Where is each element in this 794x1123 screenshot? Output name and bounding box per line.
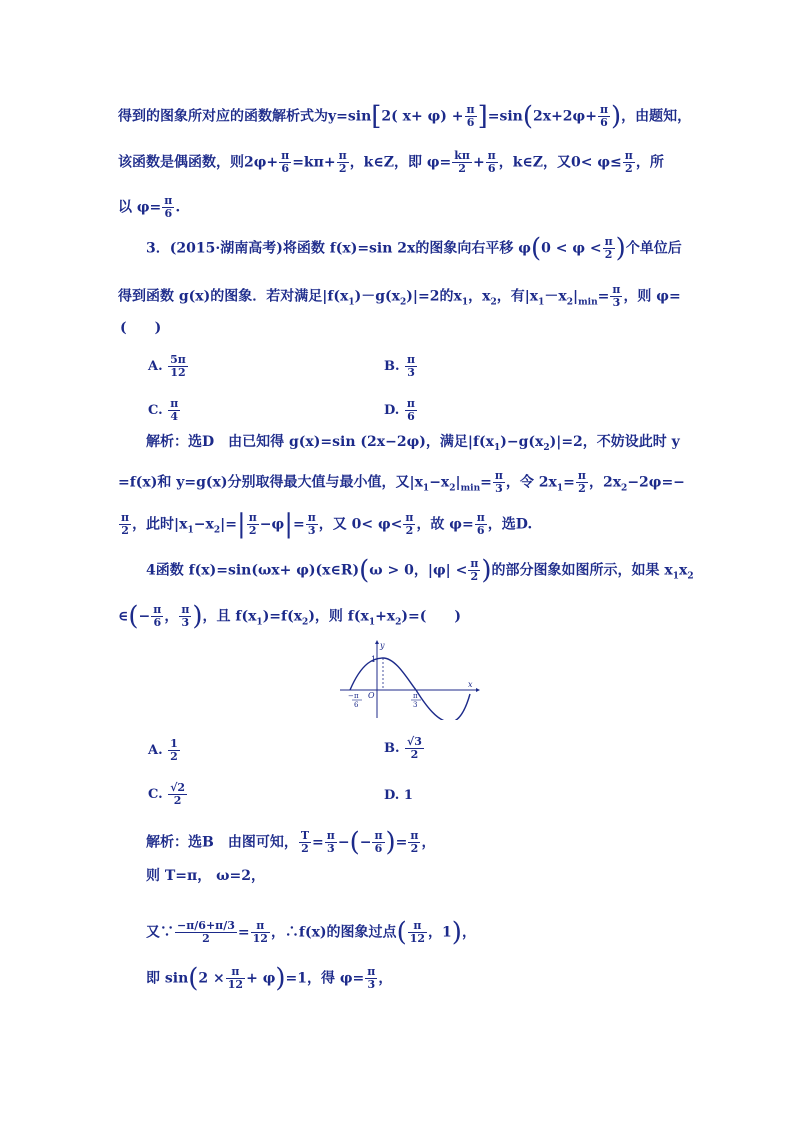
text: = [312,834,324,851]
fraction [576,470,588,495]
paren: ( [128,601,139,632]
origin-label: O [368,691,375,700]
denominator: 12 [409,932,426,945]
question-4-line-1: 4函数 f(x)=sin(ωx+ φ)(x∈R)(ω > 0，|φ| < $\frac{\pi}{2}$ )的部分图象如图所示，如果 $x_1x_2$ [146,555,694,586]
denominator: 2 [410,842,419,855]
option-label: A. [148,359,163,374]
text: + [472,154,485,171]
denominator: 4 [170,410,179,423]
numerator: π [374,829,383,842]
text: 得到函数 g(x)的图象．若对满足|f(x [118,288,349,305]
fraction [365,966,377,991]
text: − [337,834,350,851]
y-label: y [380,641,385,650]
paren: ) [615,233,626,264]
denominator: 2 [121,524,129,537]
fraction [405,354,417,379]
numerator: π [338,149,347,162]
option-label: C. [148,787,163,802]
text: =kπ+ [292,154,336,171]
q4-option-b[interactable] [384,736,425,761]
fraction [405,398,417,423]
text: ，此时|x [132,516,188,533]
text: ，且 f(x [202,608,257,625]
text: )，则 f(x [308,608,369,625]
text: 3．(2015·湖南高考)将函数 f(x)=sin 2x的图象向右平移 φ [146,240,531,257]
text: 即 sin [146,970,189,987]
option-a[interactable] [148,354,189,379]
denominator: 2 [248,524,257,537]
bracket: ] [477,101,488,132]
text: 得到的图象所对应的函数解析式为y=sin [118,108,372,125]
fraction [325,830,337,855]
fraction [372,830,384,855]
fraction [598,104,610,129]
fraction [175,920,237,945]
text: − [359,834,372,851]
numerator: 1 [170,737,178,750]
denominator: 12 [252,932,268,945]
fraction [251,920,270,945]
text: 2( x+ φ) + [381,108,464,125]
numerator: π [367,965,376,978]
numerator: π [164,194,173,207]
numerator: π [470,557,479,570]
denominator: 6 [153,616,162,629]
abs-bar: | [284,509,293,540]
one-label: 1 [371,655,377,664]
denominator: 2 [173,794,182,807]
numerator: kπ [454,149,470,162]
denominator: 3 [612,296,621,309]
text: + φ [246,970,276,987]
text: ，x [468,288,491,305]
denominator: 6 [600,116,608,129]
text: | [455,474,461,491]
paren: ( [522,101,533,132]
text: −2φ=− [627,474,685,491]
text: ， [378,970,393,987]
text: ，k∈Z，即 φ= [349,154,452,171]
text: x [679,562,688,579]
text: 又∵ [146,924,174,941]
text: ω > 0，|φ| < [369,562,468,579]
paren: ) [192,601,203,632]
sine-graph [340,640,480,720]
text: )－g(x [354,288,400,305]
numerator: 5π [170,353,186,366]
fraction [452,150,472,175]
text: ，所 [635,154,664,171]
text: ，选D. [487,516,533,533]
text: 2 × [198,970,225,987]
fraction [247,512,259,537]
numerator: π [121,511,130,524]
text: =f(x)和 y=g(x)分别取得最大值与最小值，又|x [118,474,423,491]
numerator: π [476,511,485,524]
q4-option-c[interactable] [148,782,188,807]
paren: ( [359,555,370,586]
text: ，有|x [496,288,539,305]
text: 则 T=π， ω=2， [146,868,265,884]
paren: ) [451,917,462,948]
text: ， [164,608,179,625]
tick-right-denominator: 3 [413,701,418,709]
denominator: 2 [170,750,178,763]
solution-line-2 [118,150,664,175]
denominator: 2 [410,748,419,761]
option-d[interactable] [384,398,418,423]
solution-4-line-4 [146,963,393,994]
tick-left-sign: − [348,692,354,700]
answer-bracket [120,318,161,338]
fraction [610,284,622,309]
numerator: −π/6+π/3 [177,919,235,932]
text: ，∴f(x)的图象过点 [270,924,397,941]
option-label: D. [384,403,400,418]
fraction [119,512,131,537]
denominator: 2 [405,524,414,537]
text: )|=2，不妨设此时 y [549,434,680,450]
fraction [306,512,318,537]
fraction [405,736,424,761]
numerator: π [624,149,633,162]
fraction [226,966,245,991]
denominator: 3 [367,978,376,991]
text: = [292,516,305,533]
fraction [493,470,505,495]
paren: ( [188,963,199,994]
fraction [337,150,349,175]
text: = [237,924,250,941]
fraction [162,195,174,220]
numerator: √3 [407,735,422,748]
denominator: 2 [301,842,309,855]
numerator: π [226,966,245,979]
fraction [151,604,163,629]
subscript: min [460,483,481,494]
text: 解析：选B 由图可知， [146,834,298,851]
numerator: π [494,469,503,482]
x-axis-arrow [476,688,480,692]
numerator: π [326,829,335,842]
fraction [408,830,420,855]
bracket: [ [371,101,382,132]
y-axis-arrow [375,640,379,644]
text: )=( ) [401,608,462,625]
subscript: min [578,297,598,308]
paren: ( [396,917,407,948]
numerator: π [405,511,414,524]
numerator: π [170,397,179,410]
numerator: π [577,469,586,482]
fraction [603,236,615,261]
option-label: C. [148,403,163,418]
denominator: 2 [578,482,586,495]
option-label: B. [384,359,400,374]
text: 的部分图象如图所示，如果 x [491,562,673,579]
denominator: 6 [476,524,485,537]
text: ，2x [588,474,622,491]
text: −x [193,516,214,533]
fraction [168,398,180,423]
solution-line-1 [118,101,692,132]
denominator: 2 [604,248,613,261]
solution-4-line-2 [146,866,265,886]
text: 该函数是偶函数，则2φ+ [118,154,279,171]
solution-3-line-3: $\frac{\pi}{2}$ ，此时$|x_1-x_2|=|$ $\frac{\pi}{2}$ −φ|= $\frac{\pi}{3}$ ，又 0< φ< $\frac{\pi}{2}$ ，故 φ= $\frac{\pi}{6}$ ，选D. [121,509,533,540]
text: 解析：选D 由已知得 g(x)=sin (2x−2φ)，满足|f(x [146,434,494,450]
text: －x [544,288,567,305]
text: )|=2的x [406,288,462,305]
paren: ) [275,963,286,994]
paren: ) [385,827,396,858]
numerator: π [307,511,316,524]
abs-bar: | [236,509,246,540]
x-label: x [468,680,473,689]
text: =sin [487,108,523,125]
tick-right-numerator: π [413,692,418,700]
numerator: π [612,283,621,296]
text: | [573,288,579,305]
text: = [480,474,492,491]
text: ，令 2x [505,474,557,491]
numerator: π [599,103,609,116]
denominator: 6 [466,116,475,129]
text: |= [220,516,237,533]
text: ∈ [118,608,129,625]
text: )−g(x [500,434,544,450]
numerator: T [300,829,310,842]
fraction [299,830,311,855]
text: ，由题知， [621,108,692,125]
text: − [138,608,151,625]
numerator: π [406,397,415,410]
text: 2x+2φ+ [532,108,597,125]
text: 4函数 f(x)=sin(ωx+ φ)(x∈R) [146,562,360,579]
fraction [279,150,291,175]
denominator: 3 [181,616,190,629]
text: +x [375,608,396,625]
text: = [597,288,610,305]
fraction [486,150,498,175]
numerator: π [281,149,290,162]
fraction [168,782,187,807]
denominator: 2 [202,932,210,945]
text: ，故 φ= [416,516,474,533]
numerator: π [604,235,613,248]
text: ， [421,834,436,851]
solution-3-line-1: 解析：选D 由已知得 g(x)=sin (2x−2φ)，满足$|f(x_1)-g(x_2)|=2$，不妨设此时 y [146,434,680,453]
numerator: π [181,603,190,616]
denominator: 3 [495,482,503,495]
q4-option-a[interactable] [148,738,181,763]
denominator: 2 [458,162,466,175]
paren: ( [349,827,360,858]
denominator: 6 [374,842,383,855]
option-label: A. [148,743,163,758]
text: 个单位后 [625,240,682,257]
text: 0 < φ < [541,240,602,257]
numerator: π [251,920,270,933]
tick-left-denominator: 6 [354,701,359,709]
fraction [468,558,480,583]
fraction [168,354,188,379]
text: −x [429,474,450,491]
denominator: 3 [326,842,335,855]
fraction [403,512,415,537]
fraction [623,150,635,175]
text: = [563,474,575,491]
option-c[interactable] [148,398,181,423]
tick-left-numerator: π [354,692,359,700]
fraction [408,920,427,945]
denominator: 12 [170,366,186,379]
option-b[interactable] [384,354,418,379]
solution-3-line-2: =f(x)和 y=g(x)分别取得最大值与最小值，又$|x_1-x_2|_{min}=$ $\frac{\pi}{3}$ ，令 $2x_1=$ $\frac{\pi}{2}$ ，$2x_2-2\varphi=-$ [118,469,685,495]
option-label: B. [384,741,400,756]
denominator: 6 [487,162,496,175]
text: 以 φ= [118,199,162,216]
denominator: 6 [164,207,173,220]
fraction [465,104,477,129]
paren: ( [530,233,542,264]
numerator: π [410,829,419,842]
text: ，k∈Z，又0< φ≤ [498,154,622,171]
numerator: π [408,920,427,933]
numerator: π [487,149,496,162]
text: )=f(x [262,608,303,625]
numerator: √2 [170,781,186,794]
text: −φ [259,516,285,533]
denominator: 6 [281,162,289,175]
denominator: 6 [407,410,415,423]
denominator: 3 [407,366,415,379]
solution-line-3 [118,195,180,220]
denominator: 3 [307,524,316,537]
solution-4-line-1 [146,827,436,858]
question-3-line-2: 得到函数 g(x)的图象．若对满足$|f(x_1)-g(x_2)|=2$的$x_1$，$x_2$，有$|x_1-x_2|_{min}=$ $\frac{\pi}{3}$ ，则 φ= [118,283,681,309]
fraction [168,738,180,763]
numerator: π [248,511,257,524]
text: ， [461,924,476,941]
paren: ) [481,555,492,586]
text: ，则 φ= [623,288,681,305]
denominator: 2 [338,162,347,175]
denominator: 12 [227,978,244,991]
text: = [395,834,408,851]
text: ，1 [428,924,452,941]
denominator: 2 [624,162,633,175]
paren: ) [611,101,622,132]
question-4-line-2: ∈(− $\frac{\pi}{6}$ ， $\frac{\pi}{3}$ )，且 $f(x_1)=f(x_2)$，则 $f(x_1+x_2)=$( ) [118,601,462,632]
option-value: 1 [403,788,413,803]
option-label: D. [384,788,400,803]
text: . [175,199,181,216]
q4-option-d[interactable] [384,786,413,806]
numerator: π [407,353,416,366]
numerator: π [466,103,475,116]
fraction [475,512,487,537]
sine-curve [350,658,470,720]
text: ，又 0< φ< [318,516,403,533]
solution-4-line-3 [146,917,476,948]
fraction [179,604,191,629]
denominator: 2 [470,570,479,583]
text: ( ) [120,320,162,336]
numerator: π [153,603,162,616]
text: =1，得 φ= [285,970,365,987]
question-3-line-1 [146,233,682,264]
